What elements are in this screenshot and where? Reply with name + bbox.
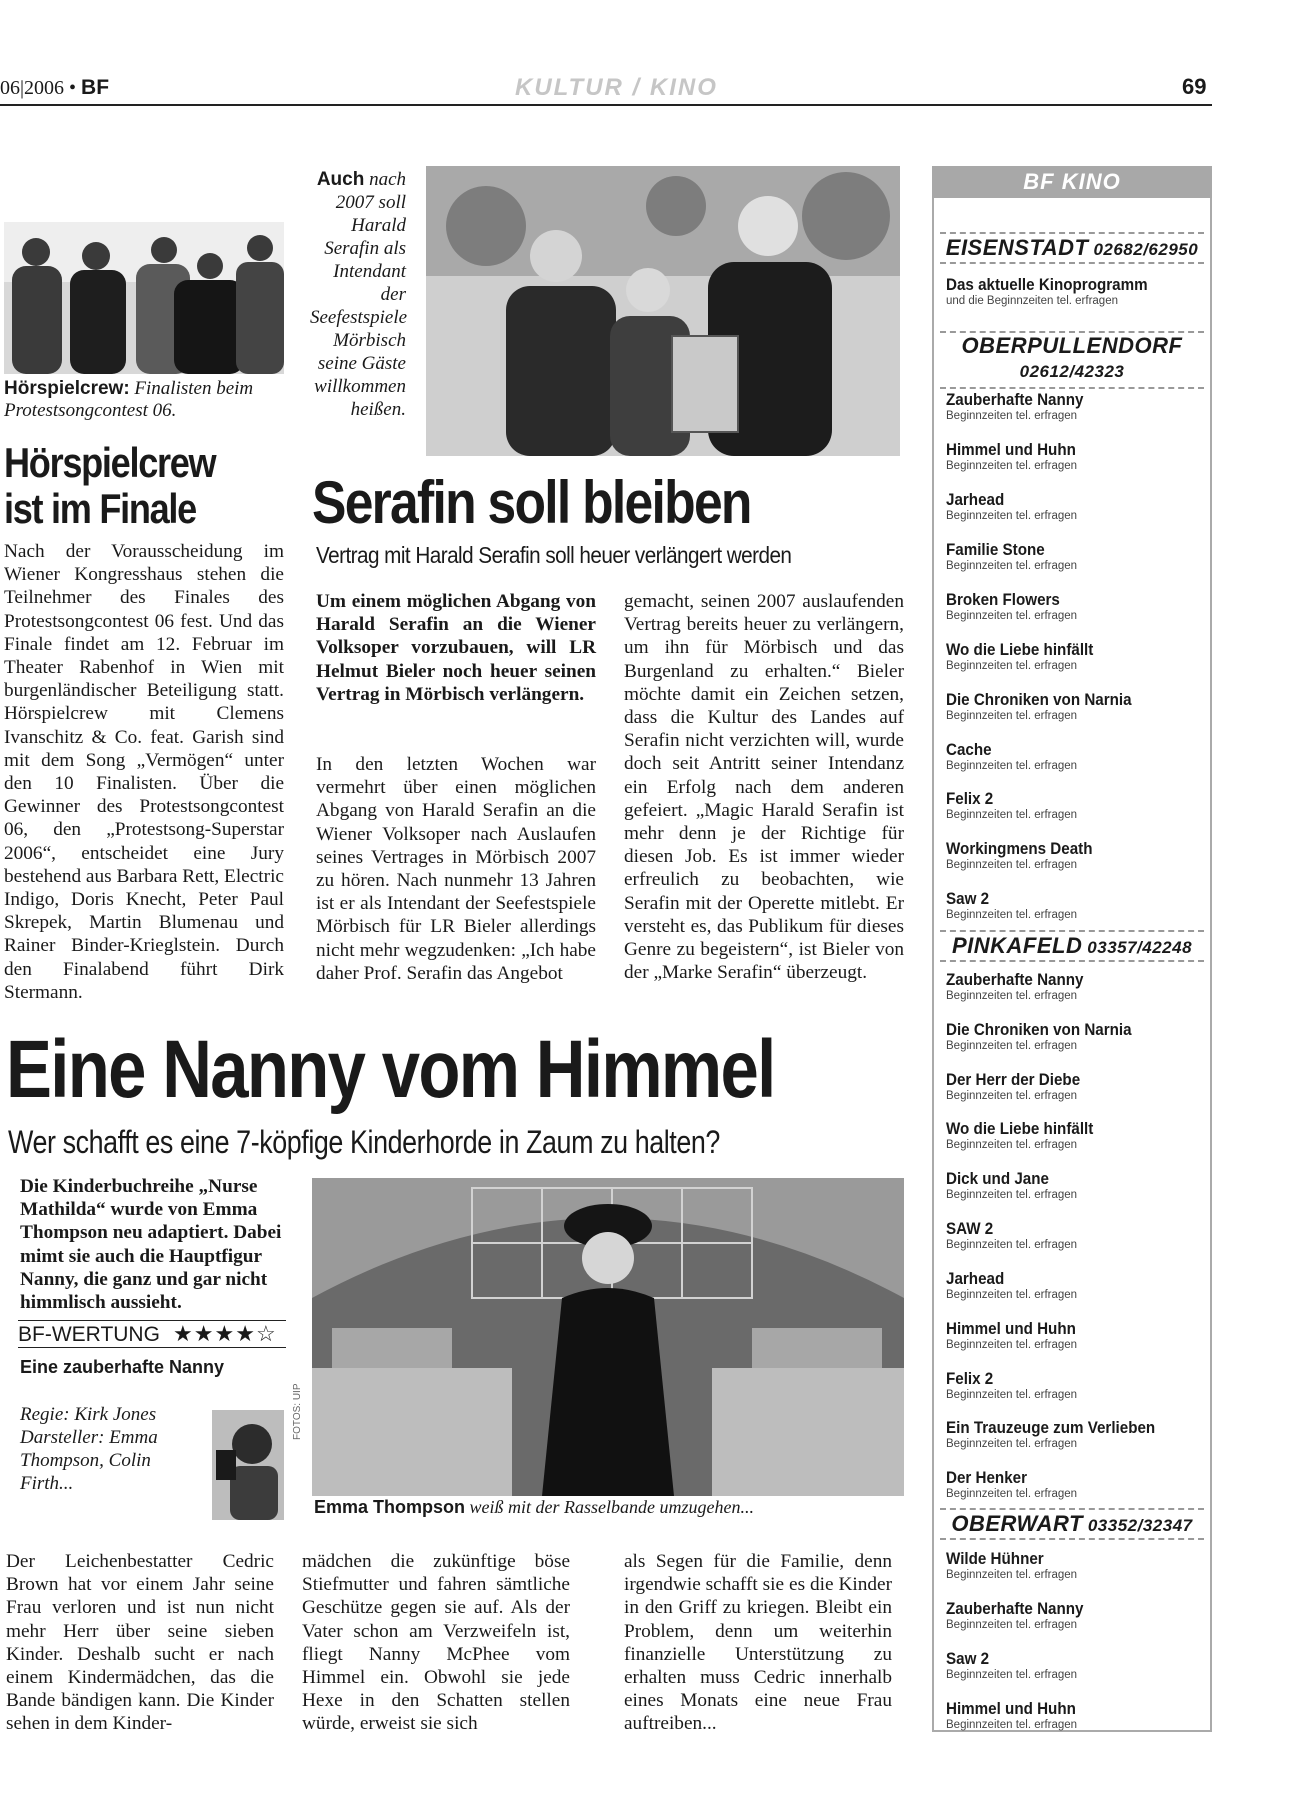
- movie-times: Beginnzeiten tel. erfragen: [946, 809, 1078, 821]
- nanny-photo: [312, 1178, 904, 1496]
- issue-date: 06|2006: [0, 77, 65, 99]
- movie-times: Beginnzeiten tel. erfragen: [946, 859, 1078, 871]
- caption-text: Finalisten beim Protestsongcontest 06.: [4, 378, 254, 421]
- movie-title: Zauberhafte Nanny: [946, 971, 1084, 989]
- movie-title: Saw 2: [946, 890, 990, 908]
- header-divider: [0, 104, 1212, 106]
- city-phone: 02682/62950: [1093, 240, 1199, 259]
- movie-title: Der Henker: [946, 1469, 1028, 1487]
- movie-listing: [946, 1120, 1206, 1152]
- section-title: KULTUR / KINO: [515, 74, 718, 101]
- movie-listing: [946, 691, 1206, 723]
- caption-label: Emma Thompson: [314, 1497, 466, 1517]
- nanny-column-1: Der Leichenbestatter Cedric Brown hat vor einem Jahr seine Frau verloren und ist nun nicht mehr Herr über seine sieben Kinder. Deshalb sucht er nach einem Kindermädchen, das die Bande bändigen kann. Die Kinder sehen in dem Kinder-: [6, 1551, 274, 1735]
- publication-name: BF: [81, 76, 110, 99]
- movie-listing: [946, 1220, 1206, 1252]
- caption-label: Hörspielcrew:: [4, 378, 130, 399]
- page-number: 69: [1182, 74, 1207, 99]
- movie-title: Zauberhafte Nanny: [946, 1600, 1084, 1618]
- movie-listing: [946, 1021, 1206, 1053]
- rating-stars: [173, 1321, 277, 1347]
- movie-times: Beginnzeiten tel. erfragen: [946, 1289, 1078, 1301]
- movie-times: Beginnzeiten tel. erfragen: [946, 610, 1078, 622]
- serafin-headline: Serafin soll bleiben: [312, 469, 751, 536]
- hoerspielcrew-caption: [4, 378, 284, 422]
- movie-times: Beginnzeiten tel. erfragen: [946, 410, 1078, 422]
- header-date-line: [0, 76, 109, 100]
- movie-listing: [946, 971, 1206, 1003]
- movie-listing: [946, 1650, 1206, 1682]
- serafin-photo: [426, 166, 900, 456]
- rating-label: BF-WERTUNG: [18, 1323, 160, 1346]
- movie-title: Cache: [946, 741, 992, 759]
- nanny-lead: Die Kinderbuchreihe „Nurse Mathilda“ wurde von Emma Thompson neu adaptiert. Dabei mimt sie auch die Hauptfigur Nanny, die ganz und gar nicht himmlisch aussieht.: [20, 1176, 282, 1314]
- movie-listing: [946, 1550, 1206, 1582]
- city-name: PINKAFELD: [951, 933, 1083, 958]
- movie-title: Die Chroniken von Narnia: [946, 691, 1132, 709]
- movie-times: Beginnzeiten tel. erfragen: [946, 510, 1078, 522]
- movie-title: Das aktuelle Kinoprogramm: [946, 276, 1148, 294]
- movie-title: Jarhead: [946, 1270, 1005, 1288]
- movie-listing: [946, 1270, 1206, 1302]
- hoerspielcrew-body: Nach der Vorausscheidung im Wiener Kongresshaus stehen die Teilnehmer des Finales des Protestsongcontest 06 fest. Und das Finale findet am 12. Februar im Theater Rabenhof in Wien mit burgenländischer Beteiligung statt. Hörspielcrew mit Clemens Ivanschitz & Co. feat. Garish sind mit dem Song „Vermögen“ unter den 10 Finalisten. Über die Gewinner des Protestsongcontest 06, den „Protestsong-Superstar 2006“, entscheidet eine Jury bestehend aus Barbara Rett, Electric Indigo, Doris Knecht, Peter Paul Skrepek, Martin Blumenau und Rainer Binder-Krieglstein. Durch den Finalabend führt Dirk Stermann.: [4, 541, 284, 1003]
- movie-times: Beginnzeiten tel. erfragen: [946, 1389, 1078, 1401]
- movie-times: und die Beginnzeiten tel. erfragen: [946, 295, 1118, 307]
- movie-times: Beginnzeiten tel. erfragen: [946, 1719, 1078, 1731]
- city-header-oberwart: [940, 1508, 1204, 1540]
- movie-times: Beginnzeiten tel. erfragen: [946, 660, 1078, 672]
- movie-times: Beginnzeiten tel. erfragen: [946, 1488, 1078, 1500]
- movie-title: Wilde Hühner: [946, 1550, 1044, 1568]
- nanny-subtitle: Wer schafft es eine 7-köpfige Kinderhorde in Zaum zu halten?: [8, 1124, 720, 1160]
- caption-label: Auch: [316, 169, 365, 190]
- city-phone: 02612/42323: [1019, 362, 1125, 381]
- nanny-headline: Eine Nanny vom Himmel: [6, 1024, 775, 1115]
- sidebar-title: BF KINO: [932, 166, 1212, 198]
- movie-title: Der Herr der Diebe: [946, 1071, 1081, 1089]
- city-phone: 03357/42248: [1087, 938, 1193, 957]
- hoerspielcrew-headline: Hörspielcrew ist im Finale: [4, 439, 216, 532]
- movie-times: Beginnzeiten tel. erfragen: [946, 1090, 1078, 1102]
- movie-listing: [946, 1600, 1206, 1632]
- serafin-column-2: gemacht, seinen 2007 auslaufenden Vertrag bereits heuer zu verlängern, um ihn für Mörbisch und das Burgenland zu erhalten.“ Bieler möchte damit ein Zeichen setzen, dass die Kultur des Landes auf Serafin nicht verzichten will, wurde doch seit Antritt seiner Intendanz ein Erfolg nach dem anderen gefeiert. „Magic Harald Serafin ist mehr denn je der Richtige für diesen Job. Es ist immer wieder erfreulich zu beobachten, wie Serafin mit der Operette mitlebt. Er versteht es, das Publikum für dieses Genre zu begeistern“, ist Bieler von der „Marke Serafin“ überzeugt.: [624, 591, 904, 984]
- movie-times: Beginnzeiten tel. erfragen: [946, 460, 1078, 472]
- movie-title: Dick und Jane: [946, 1170, 1049, 1188]
- movie-title: SAW 2: [946, 1220, 994, 1238]
- movie-title: Broken Flowers: [946, 591, 1060, 609]
- city-name: OBERPULLENDORF: [961, 333, 1183, 358]
- serafin-subtitle: Vertrag mit Harald Serafin soll heuer verlängert werden: [316, 542, 792, 568]
- nanny-column-3: als Segen für die Familie, denn irgendwie schafft sie es die Kinder in den Griff zu kriegen. Bleibt ein Problem, denn um weiterhin finanzielle Unterstützung zu erhalten muss Cedric innerhalb eines Monats eine neue Frau auftreiben...: [624, 1551, 892, 1735]
- film-credits: Regie: Kirk Jones Darsteller: Emma Thompson, Colin Firth...: [20, 1404, 158, 1494]
- nanny-column-2: mädchen die zukünftige böse Stiefmutter und fahren sämtliche Geschütze gegen sie auf. Als der Vater schon am Verzweifeln ist, fliegt Nanny McPhee vom Himmel ein. Obwohl sie jede Hexe in den Schatten stellen würde, erweist sie sich: [302, 1551, 570, 1735]
- serafin-caption: [310, 168, 406, 421]
- movie-title: Himmel und Huhn: [946, 1320, 1076, 1338]
- movie-times: Beginnzeiten tel. erfragen: [946, 909, 1078, 921]
- movie-listing: [946, 1071, 1206, 1103]
- star-icon: ★: [214, 1321, 236, 1346]
- movie-times: Beginnzeiten tel. erfragen: [946, 1669, 1078, 1681]
- rating-bar: [18, 1320, 286, 1348]
- movie-times: Beginnzeiten tel. erfragen: [946, 1040, 1078, 1052]
- movie-title: Himmel und Huhn: [946, 1700, 1076, 1718]
- movie-times: Beginnzeiten tel. erfragen: [946, 710, 1078, 722]
- star-icon: ★: [193, 1321, 215, 1346]
- star-outline-icon: ☆: [255, 1321, 277, 1346]
- caption-text: nach 2007 soll Harald Serafin als Intendant der Seefestspiele Mörbisch seine Gäste willkommen heißen.: [310, 169, 408, 420]
- city-header-pinkafeld: [940, 930, 1204, 962]
- movie-listing: [946, 790, 1206, 822]
- movie-title: Zauberhafte Nanny: [946, 391, 1084, 409]
- star-icon: ★: [173, 1321, 194, 1346]
- movie-listing: [946, 391, 1206, 423]
- serafin-lead: Um einem möglichen Abgang von Harald Serafin an die Wiener Volksoper vorzubauen, will LR Helmut Bieler noch heuer seinen Vertrag in Mörbisch verlängern.: [316, 591, 596, 705]
- movie-times: Beginnzeiten tel. erfragen: [946, 1239, 1078, 1251]
- movie-times: Beginnzeiten tel. erfragen: [946, 1438, 1078, 1450]
- movie-times: Beginnzeiten tel. erfragen: [946, 1339, 1078, 1351]
- movie-listing: [946, 741, 1206, 773]
- photo-credit: FOTOS: UIP: [292, 1383, 303, 1440]
- nanny-photo-caption: [314, 1497, 754, 1518]
- movie-listing: [946, 491, 1206, 523]
- movie-times: Beginnzeiten tel. erfragen: [946, 1569, 1078, 1581]
- city-header-eisenstadt: [940, 232, 1204, 264]
- movie-title: Himmel und Huhn: [946, 441, 1076, 459]
- movie-title: Wo die Liebe hinfällt: [946, 641, 1094, 659]
- movie-title: Ein Trauzeuge zum Verlieben: [946, 1419, 1156, 1437]
- movie-title: Felix 2: [946, 1370, 994, 1388]
- city-header-oberpullendorf: [940, 331, 1204, 389]
- caption-text: weiß mit der Rasselbande umzugehen...: [469, 1497, 754, 1517]
- star-icon: ★: [235, 1321, 256, 1346]
- movie-title: Saw 2: [946, 1650, 990, 1668]
- director-photo: [212, 1410, 284, 1520]
- movie-title: Die Chroniken von Narnia: [946, 1021, 1132, 1039]
- movie-listing: [946, 1370, 1206, 1402]
- movie-title: Familie Stone: [946, 541, 1045, 559]
- city-name: OBERWART: [951, 1511, 1083, 1536]
- serafin-column-1: In den letzten Wochen war vermehrt über einen möglichen Abgang von Harald Serafin an die Wiener Volksoper nach Auslaufen seines Vertrages in Mörbisch 2007 zu hören. Nach nunmehr 13 Jahren ist er als Intendant der Seefestspiele Mörbisch für LR Bieler allerdings nicht mehr wegzudenken: „Ich habe daher Prof. Serafin das Angebot: [316, 754, 596, 984]
- movie-listing: [946, 1700, 1206, 1732]
- movie-listing: [946, 641, 1206, 673]
- header-bullet: •: [69, 77, 77, 99]
- movie-title: Felix 2: [946, 790, 994, 808]
- movie-listing: [946, 1170, 1206, 1202]
- movie-times: Beginnzeiten tel. erfragen: [946, 1139, 1078, 1151]
- review-title: Eine zauberhafte Nanny: [20, 1357, 225, 1377]
- movie-title: Jarhead: [946, 491, 1005, 509]
- movie-times: Beginnzeiten tel. erfragen: [946, 560, 1078, 572]
- movie-listing: [946, 276, 1206, 308]
- movie-listing: [946, 441, 1206, 473]
- movie-listing: [946, 591, 1206, 623]
- movie-title: Wo die Liebe hinfällt: [946, 1120, 1094, 1138]
- movie-listing: [946, 541, 1206, 573]
- movie-times: Beginnzeiten tel. erfragen: [946, 1619, 1078, 1631]
- movie-listing: [946, 840, 1206, 872]
- movie-times: Beginnzeiten tel. erfragen: [946, 760, 1078, 772]
- movie-listing: [946, 1320, 1206, 1352]
- movie-times: Beginnzeiten tel. erfragen: [946, 990, 1078, 1002]
- movie-listing: [946, 1419, 1206, 1451]
- movie-listing: [946, 1469, 1206, 1501]
- movie-listing: [946, 890, 1206, 922]
- city-phone: 03352/32347: [1087, 1516, 1193, 1535]
- city-name: EISENSTADT: [945, 235, 1089, 260]
- movie-times: Beginnzeiten tel. erfragen: [946, 1189, 1078, 1201]
- movie-title: Workingmens Death: [946, 840, 1093, 858]
- hoerspielcrew-photo: [4, 222, 284, 374]
